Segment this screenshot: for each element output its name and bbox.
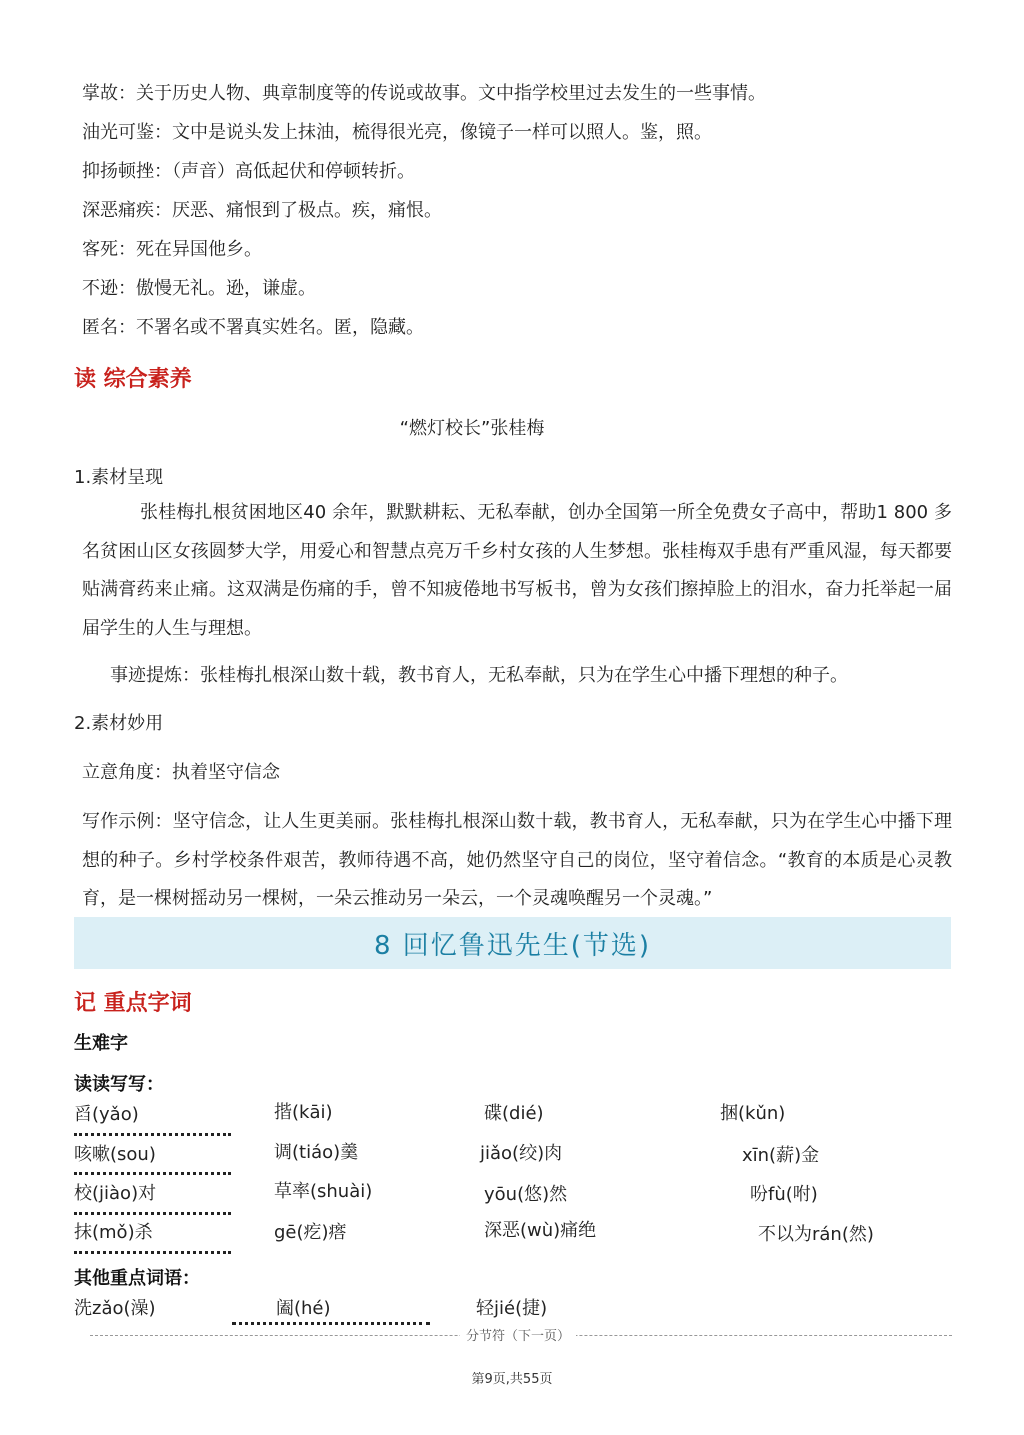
word-item: 舀(yǎo) <box>74 1104 139 1125</box>
word-item: yōu(悠)然 <box>484 1184 568 1205</box>
article-title: “燃灯校长”张桂梅 <box>399 418 545 439</box>
writing-example: 写作示例：坚守信念，让人生更美丽。张桂梅扎根深山数十载，教书育人，无私奉献，只为在学生心中播下理想的种子。乡村学校条件艰苦，教师待遇不高，她仍然坚守自己的岗位，坚守着信念。“教育的本质是心灵教育，是一棵树摇动另一棵树，一朵云推动另一朵云，一个灵魂唤醒另一个灵魂。” <box>82 811 952 909</box>
word-item: 揩(kāi) <box>274 1102 333 1123</box>
subheading-material: 1.素材呈现 <box>74 467 164 488</box>
theme-angle: 立意角度：执着坚守信念 <box>82 762 280 783</box>
dotted-underline <box>232 1322 430 1325</box>
section-heading-words: 记 重点字词 <box>74 991 192 1016</box>
definition-line: 客死：死在异国他乡。 <box>82 239 262 260</box>
dotted-underline <box>74 1133 231 1136</box>
word-item: 捆(kǔn) <box>720 1103 786 1124</box>
subheading-other-words: 其他重点词语： <box>74 1268 200 1289</box>
deeds-summary: 事迹提炼：张桂梅扎根深山数十载，教书育人，无私奉献，只为在学生心中播下理想的种子。 <box>110 665 848 686</box>
word-item: 深恶(wù)痛绝 <box>484 1220 597 1241</box>
word-item: 不以为rán(然) <box>758 1224 874 1245</box>
subheading-usage: 2.素材妙用 <box>74 713 164 734</box>
definition-line: 深恶痛疾：厌恶、痛恨到了极点。疾，痛恨。 <box>82 200 442 221</box>
definition-line: 抑扬顿挫：（声音）高低起伏和停顿转折。 <box>82 161 415 182</box>
dotted-underline <box>74 1172 231 1175</box>
definition-line: 匿名：不署名或不署真实姓名。匿，隐藏。 <box>82 317 424 338</box>
subheading-new-chars: 生难字 <box>74 1033 128 1054</box>
word-item: 调(tiáo)羹 <box>274 1142 359 1163</box>
word-item: gē(疙)瘩 <box>274 1222 347 1243</box>
word-item: xīn(薪)金 <box>742 1145 820 1166</box>
word-item: 碟(dié) <box>484 1103 544 1124</box>
word-item: 阖(hé) <box>276 1298 331 1319</box>
page-number: 第9页,共55页 <box>471 1372 553 1387</box>
definition-line: 掌故：关于历史人物、典章制度等的传说或故事。文中指学校里过去发生的一些事情。 <box>82 83 766 104</box>
definition-line: 油光可鉴：文中是说头发上抹油，梳得很光亮，像镜子一样可以照人。鉴，照。 <box>82 122 712 143</box>
word-item: 抹(mǒ)杀 <box>74 1222 153 1243</box>
definition-line: 不逊：傲慢无礼。逊，谦虚。 <box>82 278 316 299</box>
word-item: 吩fù(咐) <box>750 1184 818 1205</box>
word-item: jiǎo(绞)肉 <box>480 1143 563 1164</box>
material-paragraph: 张桂梅扎根贫困地区40 余年，默默耕耘、无私奉献，创办全国第一所全免费女子高中，帮助1 800 多名贫困山区女孩圆梦大学，用爱心和智慧点亮万千乡村女孩的人生梦想。张桂梅双手患有严重风湿，每天都要贴满膏药来止痛。这双满是伤痛的手，曾不知疲倦地书写板书，曾为女孩们擦掉脸上的泪水，奋力托举起一届届学生的人生与理想。 <box>82 502 952 639</box>
section-break-label: 分节符（下一页） <box>460 1325 576 1344</box>
section-heading-read: 读 综合素养 <box>74 367 192 392</box>
word-item: 草率(shuài) <box>274 1181 373 1202</box>
word-item: 咳嗽(sou) <box>74 1144 156 1165</box>
word-item: 校(jiào)对 <box>74 1183 157 1204</box>
word-item: 轻jié(捷) <box>476 1298 548 1319</box>
dotted-underline <box>74 1251 231 1254</box>
word-item: 洗zǎo(澡) <box>74 1298 156 1319</box>
subheading-read-write: 读读写写： <box>74 1074 164 1095</box>
lesson-title-banner: 8 回忆鲁迅先生(节选) <box>74 917 951 969</box>
dotted-underline <box>74 1212 231 1215</box>
